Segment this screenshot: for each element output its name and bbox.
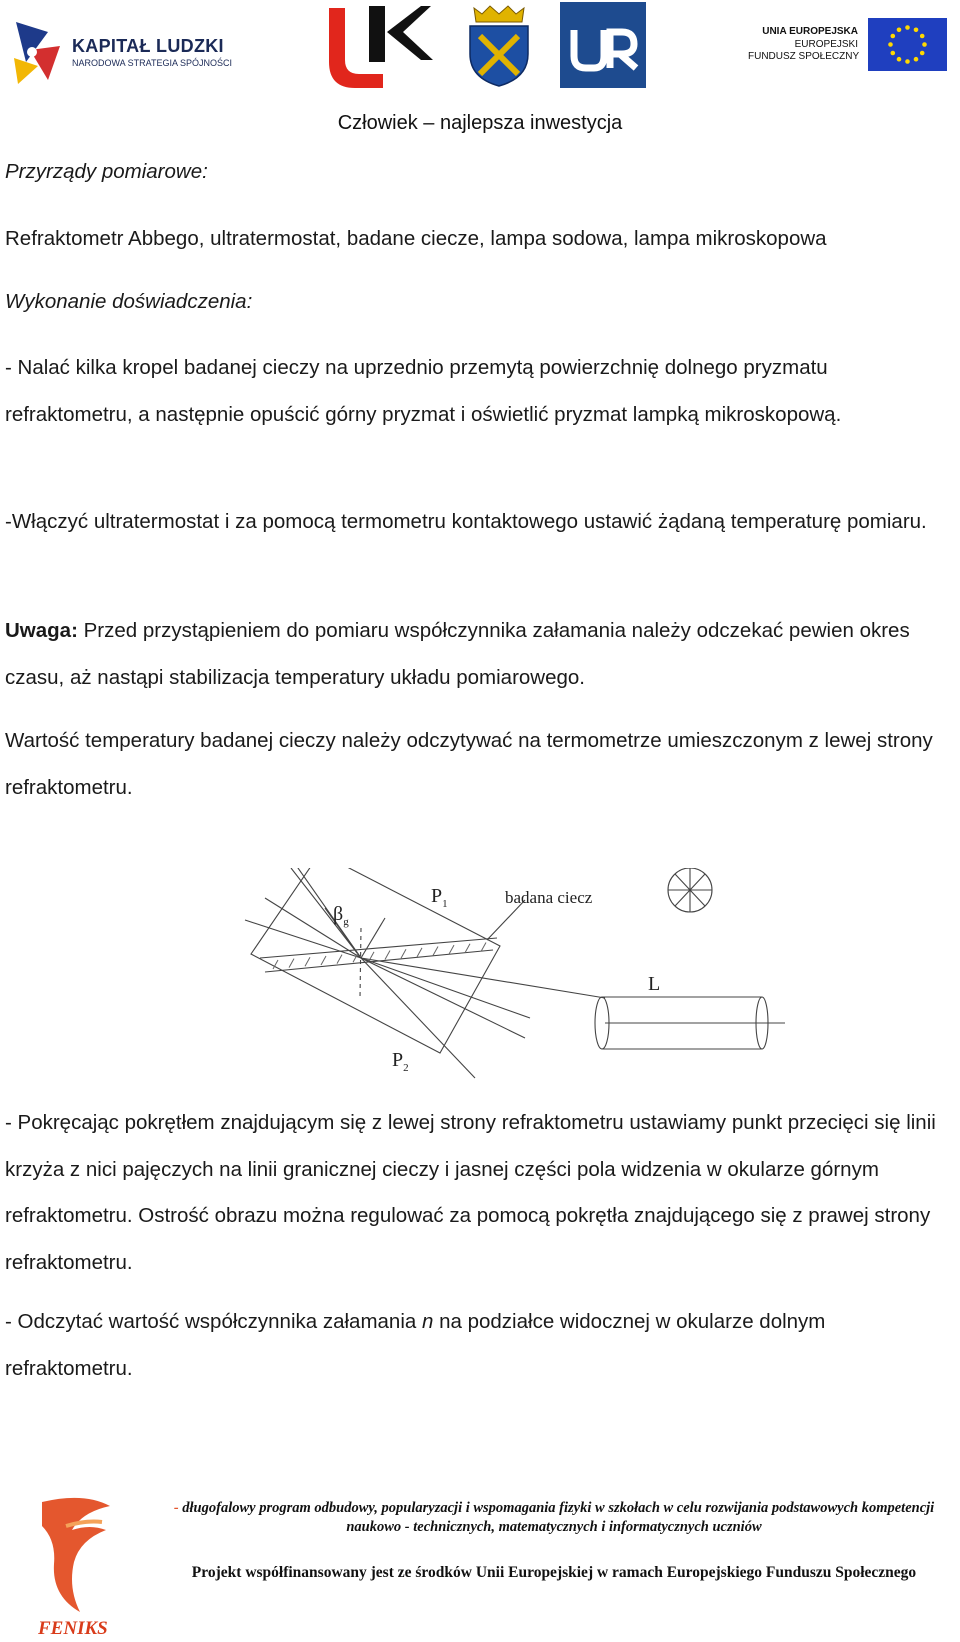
ur-logo bbox=[560, 2, 646, 88]
procedure-note bbox=[5, 608, 954, 701]
procedure-step-4 bbox=[5, 1299, 954, 1392]
liquid-hatch-mark bbox=[337, 955, 342, 964]
step4-before: - Odczytać wartość współczynnika załamania bbox=[5, 1310, 422, 1333]
coat-of-arms-logo bbox=[462, 2, 536, 88]
eu-star-icon bbox=[905, 25, 910, 30]
liquid-hatch-mark bbox=[481, 942, 486, 951]
header-slogan: Człowiek – najlepsza inwestycja bbox=[337, 112, 623, 134]
ujk-logo bbox=[325, 2, 435, 90]
program-description bbox=[150, 1499, 958, 1537]
eu-star-icon bbox=[888, 42, 893, 47]
footer-dash: - bbox=[173, 1500, 183, 1516]
beta-label: $\beta_g$ bbox=[333, 903, 349, 928]
procedure-step-1: - Nalać kilka kropel badanej cieczy na uprzednio przemytą powierzchnię dolnego pryzmatu refraktometru, a następnie opuścić górny pryzmat i oświetlić pryzmat lampką mikroskopową. bbox=[5, 356, 842, 426]
instruments-list: Refraktometr Abbego, ultratermostat, badane ciecze, lampa sodowa, lampa mikroskopowa bbox=[5, 227, 827, 250]
liquid-hatch-mark bbox=[465, 944, 470, 953]
eu-line-3: FUNDUSZ SPOŁECZNY bbox=[748, 51, 860, 62]
eu-star-icon bbox=[914, 28, 919, 33]
eu-star-icon bbox=[897, 28, 902, 33]
note-label: Uwaga: bbox=[5, 619, 78, 642]
procedure-heading: Wykonanie doświadczenia: bbox=[5, 290, 253, 313]
liquid-label: badana ciecz bbox=[505, 888, 593, 907]
eu-star-icon bbox=[920, 34, 925, 39]
program-text: długofalowy program odbudowy, popularyzacji i wspomagania fizyki w szkołach w celu rozwijania podstawowych kompetencji naukowo - technicznych, matematycznych i informatycznych uczniów bbox=[182, 1500, 935, 1535]
kapital-ludzki-title: KAPITAŁ LUDZKI bbox=[72, 36, 224, 56]
procedure-step-2: -Włączyć ultratermostat i za pomocą termometru kontaktowego ustawić żądaną temperaturę pomiaru. bbox=[5, 510, 927, 533]
liquid-hatch-mark bbox=[401, 949, 406, 958]
cofinancing-note: Projekt współfinansowany jest ze środków Unii Europejskiej w ramach Europejskiego Funduszu Społecznego bbox=[191, 1564, 917, 1581]
liquid-hatch-mark bbox=[305, 957, 310, 966]
eu-line-1: UNIA EUROPEJSKA bbox=[762, 26, 858, 37]
liquid-hatch-mark bbox=[289, 959, 294, 968]
refractometer-prism-diagram bbox=[225, 868, 825, 1118]
prism-p2-label: $P_2$ bbox=[392, 1049, 409, 1074]
liquid-layer-top bbox=[260, 938, 497, 958]
eu-line-2: EUROPEJSKI bbox=[794, 38, 858, 50]
liquid-hatch-mark bbox=[417, 948, 422, 957]
lens-label: L bbox=[648, 973, 661, 995]
eu-star-icon bbox=[914, 57, 919, 62]
liquid-hatch-mark bbox=[385, 951, 390, 960]
feniks-word: FENIKS bbox=[38, 1618, 108, 1639]
step4-after: na podziałce widocznej w okularze dolnym refraktometru. bbox=[5, 1310, 826, 1380]
eu-star-icon bbox=[920, 51, 925, 56]
kapital-ludzki-subtitle: NARODOWA STRATEGIA SPÓJNOŚCI bbox=[72, 58, 233, 68]
liquid-hatch-mark bbox=[433, 947, 438, 956]
procedure-step-3: - Pokręcając pokrętłem znajdującym się z lewej strony refraktometru ustawiamy punkt przecięci się linii krzyża z nici pajęczych na linii granicznej cieczy i jasnej części pola widzenia w okularze górnym refraktometru. Ostrość obrazu można regulować za pomocą pokrętła znajdującego się z prawej strony refraktometru. bbox=[5, 1111, 936, 1274]
eu-star-icon bbox=[905, 59, 910, 64]
liquid-hatch-mark bbox=[321, 956, 326, 965]
eu-star-icon bbox=[897, 57, 902, 62]
note-text: Przed przystąpieniem do pomiaru współczynnika załamania należy odczekać pewien okres czasu, aż nastąpi stabilizacja temperatury układu pomiarowego. bbox=[5, 619, 910, 689]
feniks-logo bbox=[22, 1492, 132, 1642]
eu-flag-icon bbox=[868, 18, 947, 71]
liquid-hatch-mark bbox=[449, 945, 454, 954]
eu-star-icon bbox=[891, 51, 896, 56]
temperature-paragraph: Wartość temperatury badanej cieczy należy odczytywać na termometrze umieszczonym z lewej strony refraktometru. bbox=[5, 729, 933, 799]
refractive-index-symbol: n bbox=[422, 1310, 434, 1333]
eu-fund-label bbox=[748, 26, 858, 64]
instruments-heading: Przyrządy pomiarowe: bbox=[5, 160, 208, 183]
eu-star-icon bbox=[891, 34, 896, 39]
eu-star-icon bbox=[922, 42, 927, 47]
prism-p1-label: $P_1$ bbox=[431, 885, 448, 910]
